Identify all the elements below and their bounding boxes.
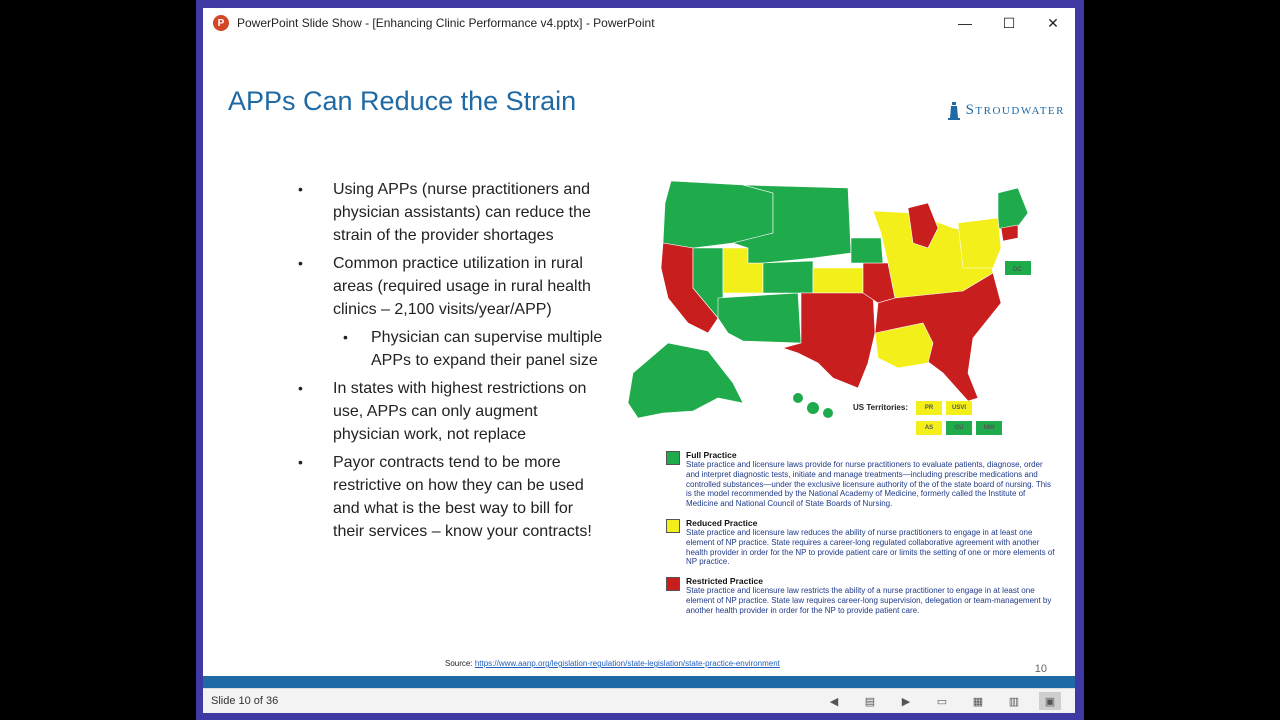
map-dc-label: DC bbox=[1013, 267, 1022, 273]
slide-counter: Slide 10 of 36 bbox=[211, 695, 279, 707]
lighthouse-icon bbox=[948, 100, 960, 120]
slide-menu-icon[interactable]: ▤ bbox=[864, 695, 876, 708]
powerpoint-window bbox=[203, 8, 1075, 712]
powerpoint-icon: P bbox=[213, 15, 229, 31]
minimize-button[interactable]: — bbox=[958, 15, 972, 31]
map-region-ny bbox=[958, 218, 1001, 268]
bullet-list bbox=[298, 178, 603, 548]
logo-text: Stroudwater bbox=[965, 101, 1065, 118]
map-region-kansas bbox=[813, 268, 863, 293]
slideshow-view-icon[interactable]: ▣ bbox=[1039, 692, 1061, 710]
slide-title: APPs Can Reduce the Strain bbox=[228, 86, 577, 116]
territory-usvi: USVI bbox=[946, 401, 972, 415]
title-bar[interactable] bbox=[203, 8, 1075, 38]
reading-view-icon[interactable]: ▥ bbox=[1008, 695, 1020, 708]
bullet-item: • Payor contracts tend to be more restrictive on how they can be used and what is the best way to bill for their services – know your contracts! bbox=[298, 451, 603, 543]
map-region-massachusetts bbox=[1001, 225, 1018, 241]
bullet-item: • Using APPs (nurse practitioners and physician assistants) can reduce the strain of the provider shortages bbox=[298, 178, 603, 247]
map-region-iowa bbox=[851, 238, 883, 263]
territory-gu: GU bbox=[946, 421, 972, 435]
legend-swatch-restricted bbox=[666, 577, 680, 591]
map-region-hawaii bbox=[823, 408, 833, 418]
legend-swatch-reduced bbox=[666, 519, 680, 533]
territory-pr: PR bbox=[916, 401, 942, 415]
legend-title: Reduced Practice bbox=[686, 517, 758, 528]
slide-canvas[interactable] bbox=[203, 38, 1075, 678]
territory-nmi: NMI bbox=[976, 421, 1002, 435]
us-practice-map bbox=[623, 173, 1043, 433]
legend-title: Restricted Practice bbox=[686, 576, 764, 587]
map-region-hawaii bbox=[807, 402, 819, 414]
bullet-item: • In states with highest restrictions on use, APPs can only augment physician work, not replace bbox=[298, 377, 603, 446]
map-region-southwest bbox=[718, 293, 801, 343]
status-bar bbox=[203, 688, 1075, 713]
source-link[interactable]: https://www.aanp.org/legislation-regulation/state-legislation/state-practice-environment bbox=[474, 659, 780, 668]
bullet-item: • Common practice utilization in rural areas (required usage in rural health clinics – 2,100 visits/year/APP) bbox=[298, 252, 603, 321]
slide-footer-bar bbox=[203, 676, 1075, 688]
sub-bullet-item: • Physician can supervise multiple APPs to expand their panel size bbox=[298, 326, 603, 372]
window-title: PowerPoint Slide Show - [Enhancing Clinic Performance v4.pptx] - PowerPoint bbox=[237, 16, 655, 30]
territory-as: AS bbox=[916, 421, 942, 435]
source-label: Source: bbox=[445, 659, 473, 668]
legend-restricted-practice bbox=[666, 576, 1056, 615]
stroudwater-logo bbox=[948, 100, 1065, 120]
legend-desc: State practice and licensure law reduces the ability of nurse practitioners to engage in at least one element of NP practice. State requires a career-long regulated collaborative agreement with another health provider in order for the NP to provide patient care or limits the setting of one or more elements of NP practice. bbox=[686, 527, 1055, 567]
maximize-button[interactable]: ☐ bbox=[1002, 14, 1016, 31]
legend-desc: State practice and licensure laws provide for nurse practitioners to evaluate patients, diagnose, order and interpret diagnostic tests, initiate and manage treatments—including prescribe medications and controlled substances—under the exclusive licensure authority of the of the state board of nursing. This is the model recommended by the National Academy of Medicine, formerly called the Institute of Medicine and National Council of State Boards of Nursing. bbox=[686, 460, 1051, 509]
source-citation bbox=[445, 659, 780, 668]
slide-number: 10 bbox=[1034, 663, 1047, 675]
next-slide-icon[interactable]: ▶ bbox=[901, 695, 911, 708]
map-region-alaska bbox=[628, 343, 743, 418]
close-button[interactable]: ✕ bbox=[1047, 14, 1059, 31]
normal-view-icon[interactable]: ▭ bbox=[936, 695, 948, 708]
legend-reduced-practice bbox=[666, 518, 1056, 567]
legend-full-practice bbox=[666, 450, 1056, 509]
legend-swatch-full bbox=[666, 451, 680, 465]
legend-desc: State practice and licensure law restricts the ability of a nurse practitioner to engage in at least one element of NP practice. State law requires career-long supervision, delegation or team-management by another health provider in order for the NP to provide patient care. bbox=[686, 586, 1052, 615]
territories-label: US Territories: bbox=[853, 403, 908, 412]
us-territories bbox=[853, 403, 995, 431]
legend-title: Full Practice bbox=[686, 450, 737, 460]
previous-slide-icon[interactable]: ◀ bbox=[829, 695, 839, 708]
map-region-hawaii bbox=[793, 393, 803, 403]
map-region-colorado bbox=[763, 261, 813, 293]
slide-sorter-icon[interactable]: ▦ bbox=[972, 695, 984, 708]
map-legend bbox=[666, 450, 1056, 625]
